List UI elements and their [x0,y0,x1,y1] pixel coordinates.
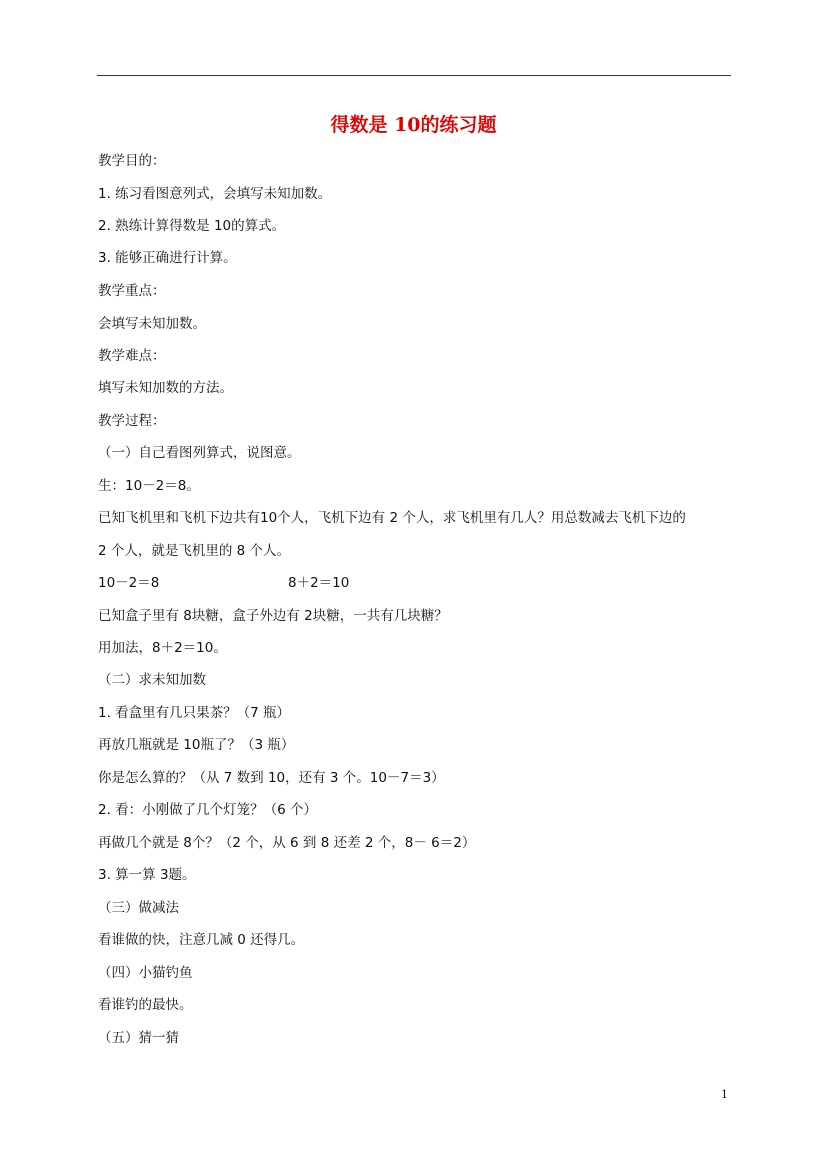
text-line: 看谁钓的最快。 [98,997,193,1013]
text-line: 1. 看盒里有几只果茶？（7 瓶） [98,705,291,721]
text-line: 看谁做的快，注意几减 0 还得几。 [98,932,305,948]
section-heading: （五）猜一猜 [98,1030,179,1046]
section-heading: （三）做减法 [98,900,179,916]
text-line: 用加法，8＋2＝10。 [98,640,227,656]
text-line: 生：10－2＝8。 [98,478,200,494]
text-line: 你是怎么算的？（从 7 数到 10，还有 3 个。10－7＝3） [98,770,445,786]
text-line: 再放几瓶就是 10瓶了？（3 瓶） [98,737,295,753]
text-line: 3. 算一算 3题。 [98,867,196,883]
section-heading: 教学难点： [98,348,166,364]
header-rule [97,75,731,76]
text-line: 2. 看：小刚做了几个灯笼？（6 个） [98,802,318,818]
text-line: （一）自己看图列算式，说图意。 [98,445,301,461]
text-line: 已知飞机里和飞机下边共有10个人，飞机下边有 2 个人，求飞机里有几人？用总数减去飞机下边的 [98,510,686,526]
text-line: 填写未知加数的方法。 [98,380,233,396]
section-heading: （四）小猫钓鱼 [98,965,193,981]
page-title: 得数是 10的练习题 [330,114,497,136]
section-heading: 教学过程： [98,413,166,429]
text-line: 再做几个就是 8个？（2 个，从 6 到 8 还差 2 个，8－ 6＝2） [98,835,476,851]
section-heading: （二）求未知加数 [98,672,206,688]
text-line: 已知盒子里有 8块糖，盒子外边有 2块糖，一共有几块糖？ [98,608,448,624]
equation: 8＋2＝10 [288,575,350,591]
equation: 10－2＝8 [98,575,160,591]
page-number: 1 [721,1088,728,1101]
text-line: 2. 熟练计算得数是 10的算式。 [98,218,286,234]
text-line: 1. 练习看图意列式，会填写未知加数。 [98,186,332,202]
text-line: 会填写未知加数。 [98,316,206,332]
section-heading: 教学重点： [98,283,166,299]
text-line: 3. 能够正确进行计算。 [98,250,237,266]
text-line: 2 个人，就是飞机里的 8 个人。 [98,543,291,559]
section-heading: 教学目的： [98,153,166,169]
